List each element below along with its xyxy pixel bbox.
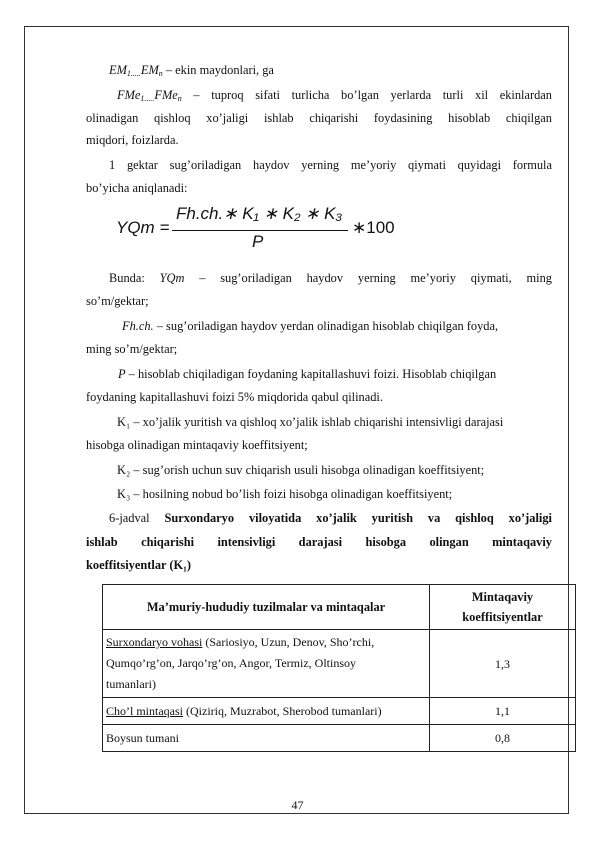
definition-text: – tuproq sifati turlicha bo’lgan yerlarda turli xil ekinlardan [181, 88, 552, 102]
text-line [117, 87, 552, 107]
region-cell [103, 630, 430, 698]
formula-rhs: ∗100 [352, 218, 395, 237]
formula [116, 204, 395, 256]
definition-text: – sug’oriladigan haydov yerning me’yoriy qiymati, ming [199, 271, 552, 285]
text-line: olinadigan qishloq xo’jaligi ishlab chiqarishi foydasining hisoblab chiqilgan [86, 111, 552, 125]
text-line: K₁ – xo’jalik yuritish va qishloq xo’jalik ishlab chiqarishi intensivligi darajasi [117, 415, 504, 429]
bunda-label: Bunda: [109, 271, 145, 285]
coefficient-cell: 0,8 [430, 725, 576, 752]
page-number: 47 [291, 798, 304, 812]
table-title: Surxondaryo viloyatida xo’jalik yuritish va qishloq xo’jaligi [164, 511, 552, 525]
region-detail: (Sariosiyo, Uzun, Denov, Sho’rchi, [202, 635, 375, 649]
table-number: 6-jadval [109, 511, 150, 525]
region-cell [103, 725, 430, 752]
text-line: foydaning kapitallashuvi foizi 5% miqdorida qabul qilinadi. [86, 390, 383, 404]
region-cell [103, 698, 430, 725]
formula-denominator: P [252, 232, 264, 251]
header-region: Ma’muriy-hududiy tuzilmalar va mintaqalar [103, 585, 430, 630]
table-caption: koeffitsiyentlar (K₁) [86, 558, 191, 572]
fme-symbol: FMe [117, 88, 141, 102]
region-detail: Qumqo’rg’on, Jarqo’rg’on, Angor, Termiz, Oltinsoy [106, 656, 356, 670]
fme-symbol: FMe [154, 88, 178, 102]
subscript: n [158, 69, 163, 78]
text-line: ming so’m/gektar; [86, 342, 178, 356]
fhch-symbol: Fh.ch. [122, 319, 154, 333]
coefficient-cell: 1,1 [430, 698, 576, 725]
text-line: K₂ – sug’orish uchun suv chiqarish usuli hisobga olinadigan koeffitsiyent; [117, 463, 485, 477]
text-line [109, 270, 552, 286]
table-caption [109, 510, 552, 526]
fraction-bar [172, 230, 348, 231]
region-detail: (Qiziriq, Muzrabot, Sherobod tumanlari) [183, 704, 382, 718]
text-line: so’m/gektar; [86, 294, 149, 308]
table-row [103, 725, 576, 752]
table-row [103, 698, 576, 725]
subscript: 1..... [126, 69, 141, 78]
header-line: Mintaqaviy [471, 590, 534, 604]
subscript: 1..... [140, 94, 155, 103]
text-line: 1 gektar sug’oriladigan haydov yerning me’yoriy qiymati quyidagi formula [109, 158, 552, 172]
em-symbol: EM [109, 63, 127, 77]
definition-text: – sug’oriladigan haydov yerdan olinadigan hisoblab chiqilgan foyda, [153, 319, 499, 333]
p-symbol: P [118, 367, 126, 381]
text-line: hisobga olinadigan mintaqaviy koeffitsiyent; [86, 438, 308, 452]
text-line: bo’yicha aniqlanadi: [86, 181, 188, 195]
yqm-symbol: YQm [159, 271, 185, 285]
region-detail: tumanlari) [106, 677, 156, 691]
coefficients-table [102, 584, 576, 752]
text-line [122, 318, 498, 334]
formula-numerator: Fh.ch.∗ K₁ ∗ K₂ ∗ K₃ [176, 204, 343, 223]
region-name: Boysun tumani [106, 731, 180, 745]
text-line [118, 366, 496, 382]
text-line: K₃ – hosilning nobud bo’lish foizi hisobga olinadigan koeffitsiyent; [117, 487, 453, 501]
table-row [103, 630, 576, 698]
formula-lhs: YQm = [116, 218, 170, 237]
header-coefficient [430, 585, 576, 630]
subscript: n [177, 94, 182, 103]
definition-text: – hisoblab chiqiladigan foydaning kapitallashuvi foizi. Hisoblab chiqilgan [125, 367, 497, 381]
table-caption: ishlab chiqarishi intensivligi darajasi hisobga olingan mintaqaviy [86, 535, 552, 549]
table-header-row [103, 585, 576, 630]
text-line [109, 62, 274, 82]
em-symbol: EM [140, 63, 159, 77]
coefficient-cell: 1,3 [430, 630, 576, 698]
definition-text: – ekin maydonlari, ga [162, 63, 274, 77]
text-line: miqdori, foizlarda. [86, 133, 179, 147]
region-name: Cho’l mintaqasi [106, 704, 183, 718]
header-line: koeffitsiyentlar [462, 610, 543, 624]
region-name: Surxondaryo vohasi [106, 635, 203, 649]
